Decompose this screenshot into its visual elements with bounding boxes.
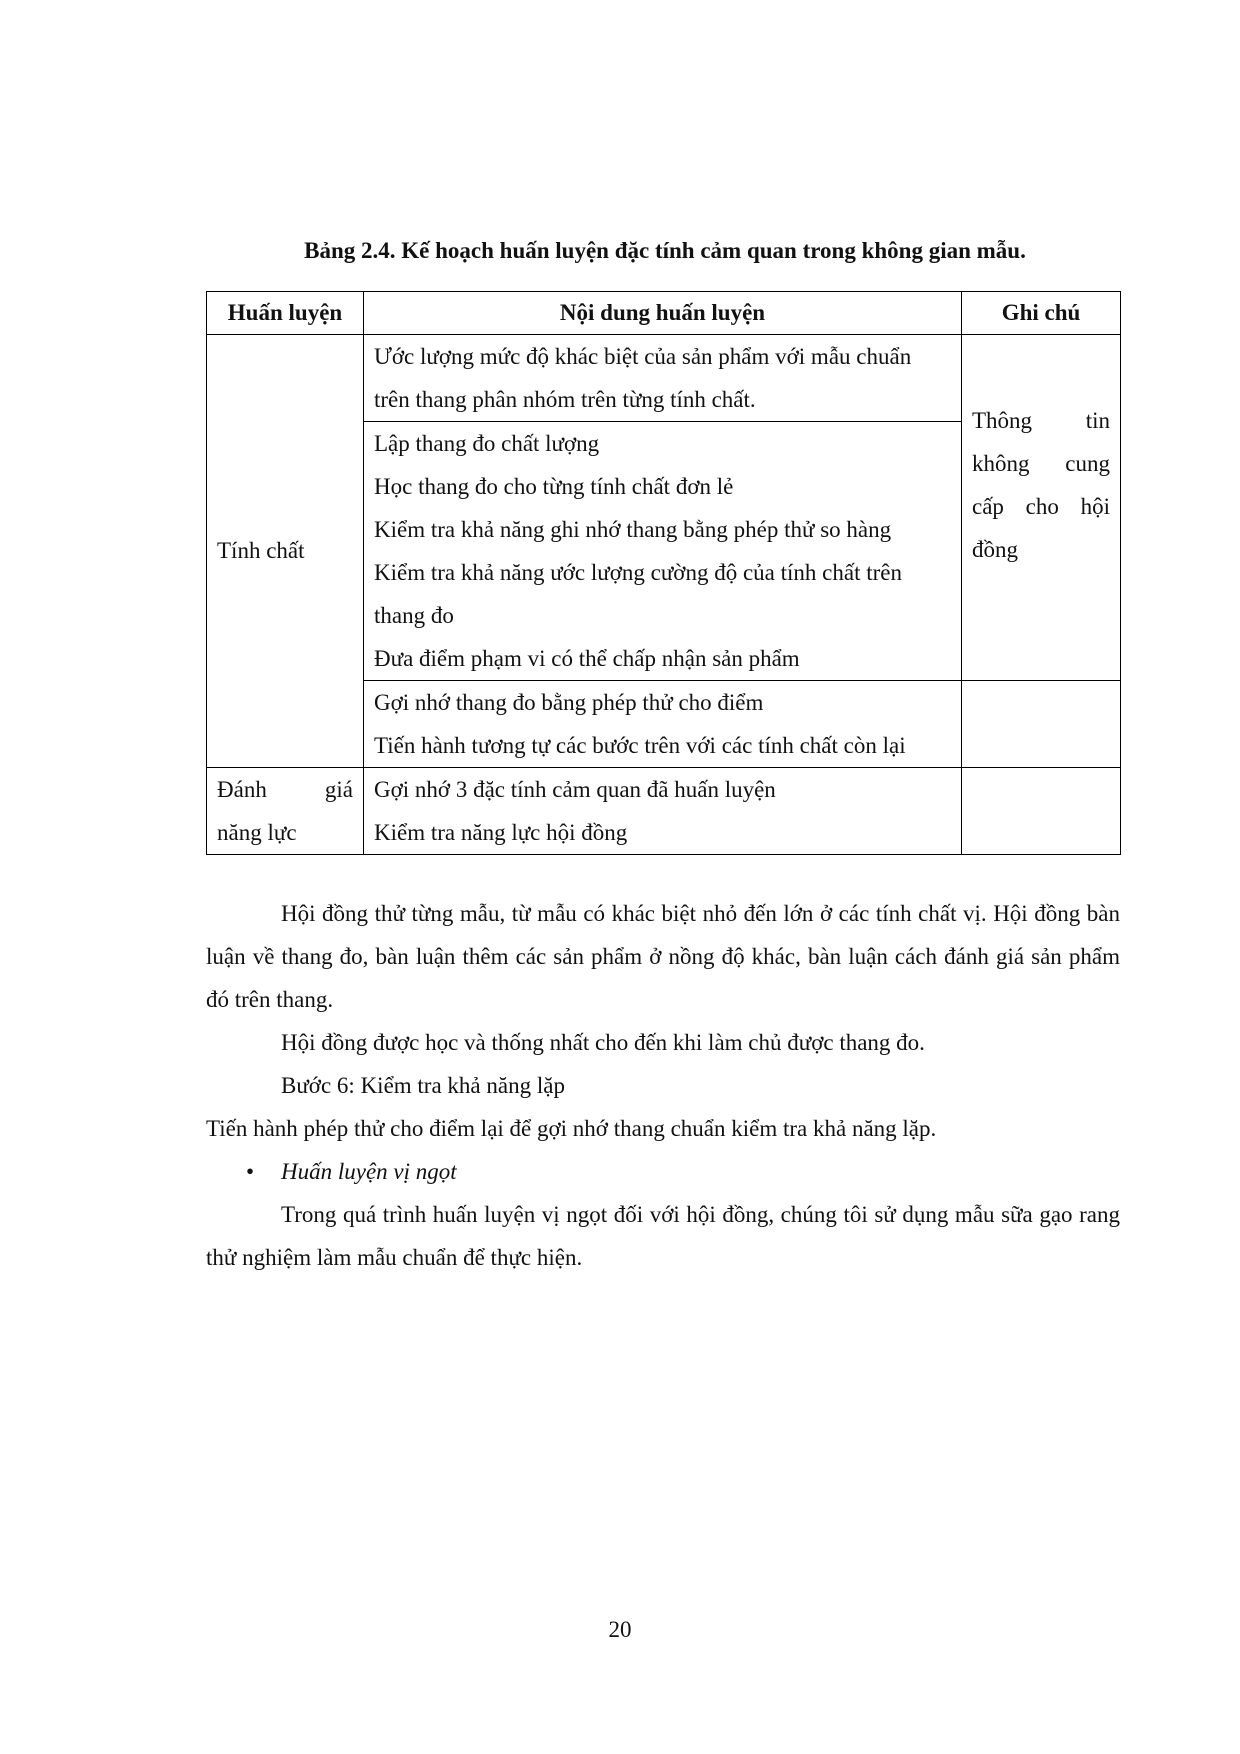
table-header-row — [207, 292, 1121, 335]
note-cell-empty — [962, 768, 1121, 855]
table-row — [207, 768, 1121, 855]
row-label-evaluation: Đánh giá năng lực — [207, 768, 364, 855]
content-line: Gợi nhớ thang đo bằng phép thử cho điểm — [374, 690, 764, 715]
content-line: Tiến hành tương tự các bước trên với các tính chất còn lại — [374, 733, 906, 758]
content-line: Kiểm tra năng lực hội đồng — [374, 820, 628, 845]
note-cell-empty — [962, 681, 1121, 768]
content-line: Học thang đo cho từng tính chất đơn lẻ — [374, 474, 734, 499]
header-training: Huấn luyện — [207, 292, 364, 335]
content-line: trên thang phân nhóm trên từng tính chất. — [374, 387, 756, 412]
content-line: Lập thang đo chất lượng — [374, 431, 600, 456]
content-line: Kiểm tra khả năng ước lượng cường độ của tính chất trên — [374, 560, 902, 585]
bullet-sweet-training — [206, 1150, 1120, 1193]
content-line: Kiểm tra khả năng ghi nhớ thang bằng phép thử so hàng — [374, 517, 892, 542]
training-plan-table — [206, 291, 1121, 855]
note-line: cấp cho hội — [972, 494, 1110, 519]
page-number: 20 — [608, 1617, 632, 1642]
bullet-heading: Huấn luyện vị ngọt — [281, 1159, 457, 1184]
content-line: Đưa điểm phạm vi có thể chấp nhận sản phẩm — [374, 646, 800, 671]
note-line: không cung — [972, 451, 1110, 476]
note-line: đồng — [972, 537, 1018, 562]
content-cell-estimate — [364, 335, 962, 422]
table-row — [207, 335, 1121, 422]
row-label-property: Tính chất — [207, 335, 364, 768]
paragraph-sweet-training: Trong quá trình huấn luyện vị ngọt đối với hội đồng, chúng tôi sử dụng mẫu sữa gạo rang thử nghiệm làm mẫu chuẩn để thực hiện. — [206, 1202, 1120, 1270]
header-content: Nội dung huấn luyện — [364, 292, 962, 335]
bullet-icon: • — [246, 1159, 255, 1184]
paragraph-repeat-test: Tiến hành phép thử cho điểm lại để gợi nhớ thang chuẩn kiểm tra khả năng lặp. — [206, 1116, 937, 1141]
header-note: Ghi chú — [962, 292, 1121, 335]
content-cell-scale — [364, 422, 962, 681]
content-cell-recall — [364, 681, 962, 768]
paragraph-step-6: Bước 6: Kiểm tra khả năng lặp — [281, 1073, 565, 1098]
table-caption: Bảng 2.4. Kế hoạch huấn luyện đặc tính cảm quan trong không gian mẫu. — [304, 238, 1026, 263]
content-line: thang đo — [374, 603, 454, 628]
paragraph-panel-tasting: Hội đồng thử từng mẫu, từ mẫu có khác biệt nhỏ đến lớn ở các tính chất vị. Hội đồng bàn luận về thang đo, bàn luận thêm các sản phẩm ở nồng độ khác, bàn luận cách đánh giá sản phẩm đó trên thang. — [206, 901, 1120, 1012]
note-line: Thông tin — [972, 408, 1110, 433]
note-cell — [962, 335, 1121, 681]
paragraph-panel-learning: Hội đồng được học và thống nhất cho đến khi làm chủ được thang đo. — [281, 1030, 925, 1055]
content-line: Ước lượng mức độ khác biệt của sản phẩm với mẫu chuẩn — [374, 344, 912, 369]
content-cell-evaluation — [364, 768, 962, 855]
content-line: Gợi nhớ 3 đặc tính cảm quan đã huấn luyện — [374, 777, 776, 802]
